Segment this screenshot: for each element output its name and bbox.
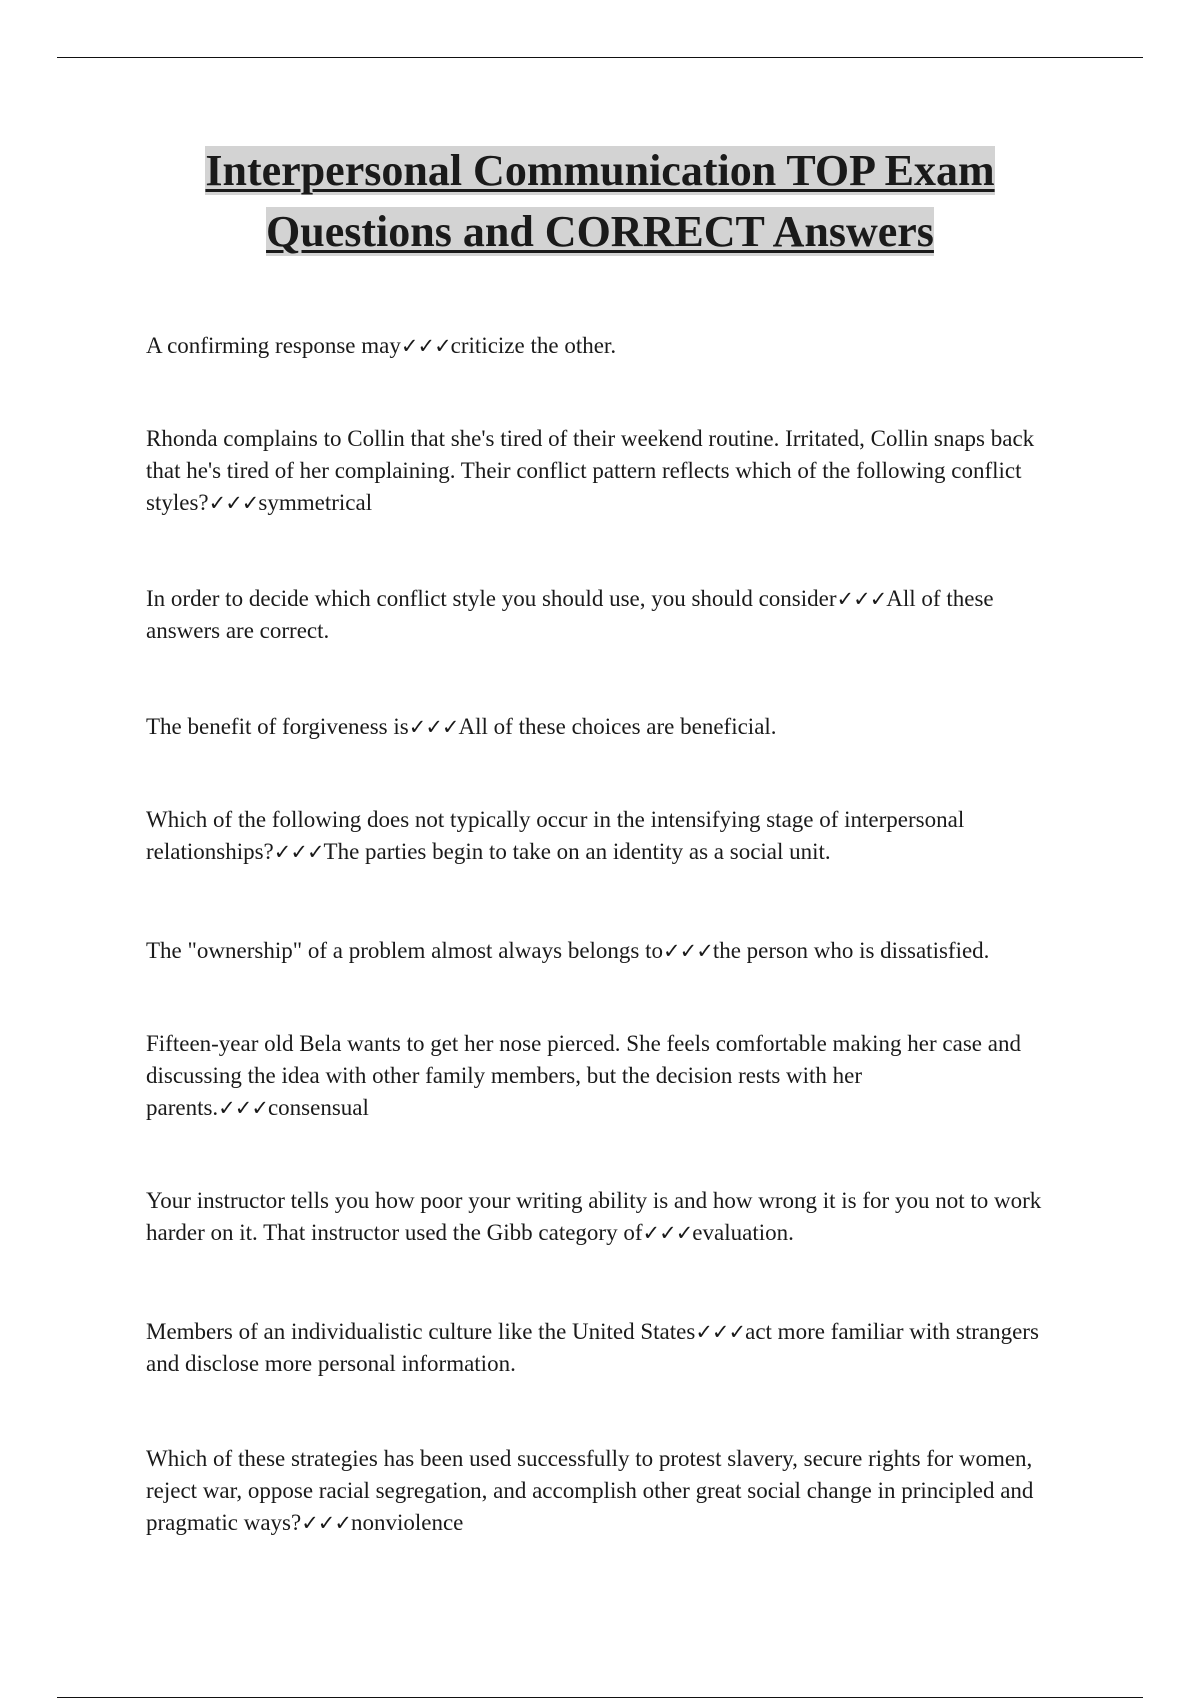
answer: symmetrical xyxy=(258,490,373,515)
qa-item-2 xyxy=(146,423,1046,519)
answer: All of these answers are correct. xyxy=(146,586,994,643)
question: Rhonda complains to Collin that she's tired of their weekend routine. Irritated, Collin snaps back that he's tired of her complaining. Their conflict pattern reflects which of the following conflict styles? xyxy=(146,426,1035,515)
check-marks-icon: ✓✓✓ xyxy=(663,939,713,963)
question: A confirming response may xyxy=(146,333,401,358)
question: Your instructor tells you how poor your writing ability is and how wrong it is for you not to work harder on it. That instructor used the Gibb category of xyxy=(146,1188,1042,1245)
check-marks-icon: ✓✓✓ xyxy=(695,1320,746,1344)
answer: The parties begin to take on an identity as a social unit. xyxy=(323,839,831,864)
check-marks-icon: ✓✓✓ xyxy=(218,1096,268,1120)
question: In order to decide which conflict style you should use, you should consider xyxy=(146,586,837,611)
title-line-2: Questions and CORRECT Answers xyxy=(266,207,934,256)
qa-item-10 xyxy=(146,1443,1046,1539)
check-marks-icon: ✓✓✓ xyxy=(836,587,887,611)
answer: criticize the other. xyxy=(450,333,617,358)
answer: consensual xyxy=(267,1095,369,1120)
answer: All of these choices are beneficial. xyxy=(458,714,777,739)
qa-item-7 xyxy=(146,1028,1046,1124)
qa-item-3 xyxy=(146,583,1046,647)
answer: nonviolence xyxy=(350,1510,464,1535)
question: Which of the following does not typically occur in the intensifying stage of interpersonal relationships? xyxy=(146,807,965,864)
qa-item-5 xyxy=(146,804,1046,868)
check-marks-icon: ✓✓✓ xyxy=(301,1511,351,1535)
answer: the person who is dissatisfied. xyxy=(712,938,990,963)
question: Members of an individualistic culture like the United States xyxy=(146,1319,696,1344)
question: Fifteen-year old Bela wants to get her nose pierced. She feels comfortable making her case and discussing the idea with other family members, but the decision rests with her parents. xyxy=(146,1031,1021,1120)
question: The benefit of forgiveness is xyxy=(146,714,409,739)
document-title xyxy=(100,140,1100,262)
answer: evaluation. xyxy=(692,1220,794,1245)
check-marks-icon: ✓✓✓ xyxy=(208,491,259,515)
check-marks-icon: ✓✓✓ xyxy=(400,334,451,358)
check-marks-icon: ✓✓✓ xyxy=(642,1221,693,1245)
check-marks-icon: ✓✓✓ xyxy=(273,840,324,864)
bottom-rule xyxy=(57,1697,1143,1698)
qa-item-6 xyxy=(146,935,1046,967)
qa-item-9 xyxy=(146,1316,1046,1380)
check-marks-icon: ✓✓✓ xyxy=(408,715,459,739)
title-line-1: Interpersonal Communication TOP Exam xyxy=(205,146,995,195)
qa-item-1 xyxy=(146,330,1046,362)
answer: act more familiar with strangers and disclose more personal information. xyxy=(146,1319,1039,1376)
top-rule xyxy=(57,57,1143,58)
qa-item-4 xyxy=(146,711,1046,743)
qa-item-8 xyxy=(146,1185,1046,1249)
question: Which of these strategies has been used successfully to protest slavery, secure rights for women, reject war, oppose racial segregation, and accomplish other great social change in principled and pragmatic ways? xyxy=(146,1446,1034,1535)
question: The "ownership" of a problem almost always belongs to xyxy=(146,938,664,963)
